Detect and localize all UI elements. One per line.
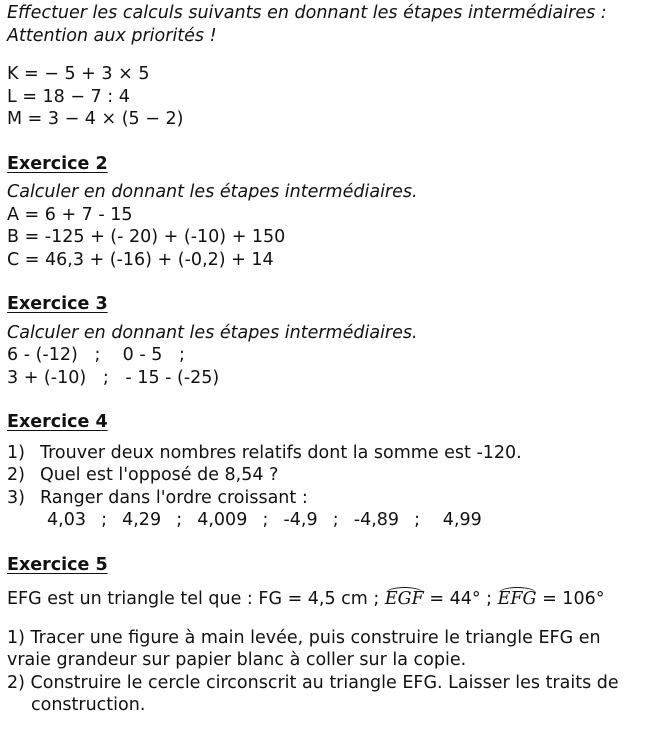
exercise-5 [7, 554, 655, 717]
exercise-2-instruction: Calculer en donnant les étapes intermédiaires. [7, 182, 418, 202]
statement-prefix: EFG est un triangle tel que : FG = 4,5 cm ; [7, 589, 385, 609]
calc-m: M = 3 − 4 × (5 − 2) [7, 109, 184, 129]
question-text: Ranger dans l'ordre croissant : [40, 487, 308, 508]
calc-c: C = 46,3 + (-16) + (-0,2) + 14 [7, 249, 274, 270]
exercise-3-calcs-row-2: 3 + (-10) ; - 15 - (-25) [7, 367, 220, 388]
angle-efg-value: = 106° [536, 589, 605, 609]
exercise-4-question-2 [7, 464, 655, 487]
exercise-3-calcs-row-1: 6 - (-12) ; 0 - 5 ; [7, 345, 185, 365]
exercise-1-instruction-line-2: Attention aux priorités ! [7, 25, 217, 46]
exercise-3-title: Exercice 3 [7, 294, 108, 314]
exercise-4-title: Exercice 4 [7, 412, 108, 432]
exercise-5-title: Exercice 5 [7, 554, 108, 575]
calc-a: A = 6 + 7 - 15 [7, 204, 133, 225]
question-text: Quel est l'opposé de 8,54 ? [40, 465, 279, 485]
exercise-4-question-1 [7, 442, 655, 465]
angle-efg: EFG [498, 586, 537, 611]
calc-k: K = − 5 + 3 × 5 [7, 64, 150, 84]
values-to-sort: 4,03 ; 4,29 ; 4,009 ; -4,9 ; -4,89 ; 4,99 [47, 510, 482, 530]
exercise-2 [7, 153, 655, 272]
calc-l: L = 18 − 7 : 4 [7, 86, 130, 107]
question-number: 1) [7, 442, 25, 463]
angle-egf-value: = 44° ; [423, 589, 498, 609]
exercise-5-statement [7, 586, 655, 611]
exercise-5-q2-line-2: construction. [31, 695, 146, 715]
angle-egf: EGF [385, 586, 424, 611]
exercise-4-question-3 [7, 487, 655, 510]
worksheet-page [7, 2, 655, 717]
exercise-2-title: Exercice 2 [7, 153, 108, 174]
question-number: 2) [7, 465, 25, 485]
exercise-1 [7, 2, 655, 131]
exercise-3 [7, 293, 655, 389]
exercise-1-instruction-line-1: Effectuer les calculs suivants en donnant les étapes intermédiaires : [7, 3, 607, 23]
exercise-5-q2-line-1: 2) Construire le cercle circonscrit au triangle EFG. Laisser les traits de [7, 672, 619, 693]
exercise-3-instruction: Calculer en donnant les étapes intermédiaires. [7, 322, 418, 343]
exercise-5-q1-line-2: vraie grandeur sur papier blanc à coller sur la copie. [7, 650, 467, 670]
exercise-5-q1-line-1: 1) Tracer une figure à main levée, puis construire le triangle EFG en [7, 627, 601, 648]
exercise-4 [7, 411, 655, 532]
question-number: 3) [7, 487, 25, 508]
exercise-4-questions [7, 442, 655, 510]
question-text: Trouver deux nombres relatifs dont la somme est -120. [40, 442, 522, 463]
calc-b: B = -125 + (- 20) + (-10) + 150 [7, 227, 286, 247]
